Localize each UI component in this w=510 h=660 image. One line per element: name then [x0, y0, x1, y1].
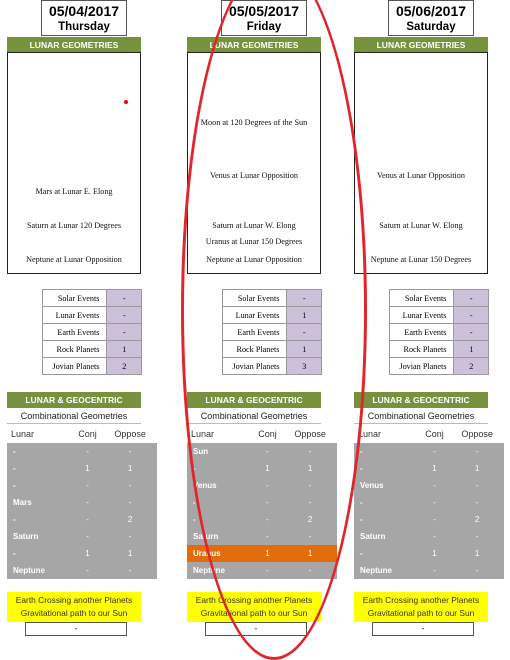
day-column: [187, 0, 337, 640]
combo-cell: 1: [283, 460, 337, 477]
count-row: [390, 290, 489, 307]
combinational-geometries-title: Combinational Geometries: [187, 408, 321, 424]
count-row: [43, 324, 142, 341]
combo-cell: 1: [450, 545, 504, 562]
combo-cell: 1: [450, 460, 504, 477]
combo-cell: -: [72, 443, 104, 460]
combo-cell: Saturn: [354, 528, 419, 545]
count-value: -: [454, 307, 489, 324]
lunar-events-box: [354, 52, 488, 274]
combo-cell: -: [450, 443, 504, 460]
lunar-event: Venus at Lunar Opposition: [376, 171, 465, 180]
combo-cell: Neptune: [354, 562, 419, 579]
count-label: Earth Events: [223, 324, 287, 341]
combo-cell: -: [7, 460, 72, 477]
count-row: [43, 290, 142, 307]
lunar-event: Saturn at Lunar W. Elong: [379, 221, 463, 230]
combinational-geometries-title: Combinational Geometries: [7, 408, 141, 424]
lunar-geometries-header: LUNAR GEOMETRIES: [354, 37, 488, 53]
count-label: Lunar Events: [223, 307, 287, 324]
count-label: Solar Events: [43, 290, 107, 307]
combo-row: [187, 443, 337, 460]
combo-cell: -: [419, 494, 451, 511]
combinational-table: [354, 424, 504, 579]
combo-column-header: Conj: [419, 424, 451, 443]
weekday-label: Thursday: [58, 21, 110, 33]
combo-cell: -: [283, 443, 337, 460]
combo-cell: -: [187, 511, 252, 528]
combo-cell: Venus: [187, 477, 252, 494]
combo-row: [354, 443, 504, 460]
weekday-label: Friday: [246, 21, 282, 33]
combo-cell: 1: [283, 545, 337, 562]
combo-cell: 1: [72, 545, 104, 562]
count-row: [43, 341, 142, 358]
combo-column-header: Conj: [252, 424, 284, 443]
count-value: 1: [454, 341, 489, 358]
combo-cell: -: [252, 443, 284, 460]
combo-cell: Sun: [187, 443, 252, 460]
count-value: 1: [107, 341, 142, 358]
combo-cell: 1: [419, 460, 451, 477]
combo-cell: 2: [283, 511, 337, 528]
day-column: [354, 0, 504, 640]
date-label: 05/05/2017: [228, 3, 300, 19]
date-header: [41, 0, 127, 36]
combo-cell: -: [72, 511, 104, 528]
count-row: [223, 324, 322, 341]
banner-line-2: Gravitational path to our Sun: [367, 608, 475, 618]
combo-cell: -: [450, 494, 504, 511]
combo-row: [7, 443, 157, 460]
combo-cell: Neptune: [7, 562, 72, 579]
combo-cell: -: [7, 511, 72, 528]
combo-cell: 1: [72, 460, 104, 477]
earth-crossing-banner: [7, 592, 141, 622]
combo-row: [7, 545, 157, 562]
count-label: Lunar Events: [390, 307, 454, 324]
combo-cell: 1: [103, 545, 157, 562]
combo-cell: Saturn: [187, 528, 252, 545]
combo-row: [187, 494, 337, 511]
count-row: [390, 358, 489, 375]
event-counts-table: [42, 289, 142, 375]
lunar-geometries-header: LUNAR GEOMETRIES: [7, 37, 141, 53]
combo-row: [187, 528, 337, 545]
combo-cell: -: [7, 477, 72, 494]
combo-cell: -: [354, 460, 419, 477]
count-row: [390, 324, 489, 341]
lunar-geocentric-header: LUNAR & GEOCENTRIC: [7, 392, 141, 408]
combo-cell: -: [419, 443, 451, 460]
lunar-events-box: [187, 52, 321, 274]
combo-cell: -: [103, 562, 157, 579]
lunar-event: Uranus at Lunar 150 Degrees: [205, 237, 303, 246]
combo-cell: -: [252, 477, 284, 494]
combo-cell: -: [419, 477, 451, 494]
count-label: Rock Planets: [390, 341, 454, 358]
combo-cell: -: [450, 528, 504, 545]
lunar-geocentric-header: LUNAR & GEOCENTRIC: [354, 392, 488, 408]
event-counts-table: [389, 289, 489, 375]
count-label: Jovian Planets: [43, 358, 107, 375]
combo-row: [354, 477, 504, 494]
count-value: 3: [287, 358, 322, 375]
date-label: 05/06/2017: [395, 3, 467, 19]
combo-row: [354, 528, 504, 545]
combo-cell: 1: [419, 545, 451, 562]
combo-cell: -: [252, 562, 284, 579]
banner-line-1: Earth Crossing another Planets: [362, 595, 480, 605]
count-row: [223, 290, 322, 307]
combo-cell: -: [283, 528, 337, 545]
combo-cell: -: [7, 545, 72, 562]
combo-row: [7, 477, 157, 494]
combo-row: [354, 460, 504, 477]
combo-row: [7, 494, 157, 511]
bottom-value-cell: -: [372, 622, 474, 636]
count-row: [223, 341, 322, 358]
red-dot-marker: [124, 100, 128, 104]
weekday-label: Saturday: [406, 21, 456, 33]
count-value: 2: [454, 358, 489, 375]
count-value: 1: [287, 307, 322, 324]
combo-cell: -: [419, 528, 451, 545]
combo-cell: -: [72, 528, 104, 545]
combo-row: [354, 562, 504, 579]
combo-row: [354, 511, 504, 528]
count-label: Solar Events: [223, 290, 287, 307]
lunar-events-box: [7, 52, 141, 274]
combo-row: [187, 545, 337, 562]
count-value: -: [454, 290, 489, 307]
combo-cell: -: [103, 443, 157, 460]
lunar-geocentric-header: LUNAR & GEOCENTRIC: [187, 392, 321, 408]
combo-row: [7, 562, 157, 579]
combo-cell: -: [252, 511, 284, 528]
lunar-event: Mars at Lunar E. Elong: [35, 187, 113, 196]
combo-column-header: Oppose: [450, 424, 504, 443]
combo-cell: -: [450, 562, 504, 579]
combo-column-header: Lunar: [7, 424, 72, 443]
combo-cell: -: [283, 494, 337, 511]
combo-cell: 2: [103, 511, 157, 528]
count-label: Earth Events: [390, 324, 454, 341]
count-label: Rock Planets: [223, 341, 287, 358]
combo-cell: 2: [450, 511, 504, 528]
combo-cell: Venus: [354, 477, 419, 494]
combo-cell: -: [354, 545, 419, 562]
count-label: Earth Events: [43, 324, 107, 341]
count-label: Solar Events: [390, 290, 454, 307]
banner-line-1: Earth Crossing another Planets: [195, 595, 313, 605]
combo-column-header: Oppose: [283, 424, 337, 443]
combo-cell: -: [354, 511, 419, 528]
combo-row: [7, 511, 157, 528]
date-header: [388, 0, 474, 36]
combo-column-header: Lunar: [187, 424, 252, 443]
combo-cell: -: [283, 477, 337, 494]
count-label: Jovian Planets: [223, 358, 287, 375]
combo-row: [187, 511, 337, 528]
combo-row: [187, 460, 337, 477]
count-value: -: [107, 290, 142, 307]
combo-row: [187, 562, 337, 579]
banner-line-2: Gravitational path to our Sun: [200, 608, 308, 618]
combo-cell: Neptune: [187, 562, 252, 579]
count-row: [390, 307, 489, 324]
combinational-geometries-title: Combinational Geometries: [354, 408, 488, 424]
day-column: [7, 0, 157, 640]
combo-cell: Uranus: [187, 545, 252, 562]
combo-cell: Mars: [7, 494, 72, 511]
combo-cell: -: [419, 511, 451, 528]
count-value: -: [107, 307, 142, 324]
count-label: Jovian Planets: [390, 358, 454, 375]
lunar-geometries-header: LUNAR GEOMETRIES: [187, 37, 321, 53]
combo-cell: -: [354, 443, 419, 460]
combo-column-header: Oppose: [103, 424, 157, 443]
count-row: [390, 341, 489, 358]
count-row: [223, 307, 322, 324]
combo-row: [7, 528, 157, 545]
bottom-value-cell: -: [25, 622, 127, 636]
combo-cell: -: [103, 477, 157, 494]
lunar-event: Saturn at Lunar W. Elong: [212, 221, 296, 230]
earth-crossing-banner: [354, 592, 488, 622]
combo-cell: -: [419, 562, 451, 579]
date-label: 05/04/2017: [48, 3, 120, 19]
count-value: -: [107, 324, 142, 341]
count-label: Lunar Events: [43, 307, 107, 324]
combo-column-header: Conj: [72, 424, 104, 443]
earth-crossing-banner: [187, 592, 321, 622]
combo-cell: 1: [252, 545, 284, 562]
count-value: -: [454, 324, 489, 341]
count-row: [223, 358, 322, 375]
combo-cell: -: [252, 494, 284, 511]
event-counts-table: [222, 289, 322, 375]
combo-cell: -: [72, 494, 104, 511]
count-value: -: [287, 324, 322, 341]
lunar-event: Neptune at Lunar Opposition: [206, 255, 302, 264]
combo-cell: -: [7, 443, 72, 460]
combo-cell: 1: [252, 460, 284, 477]
combinational-table: [187, 424, 337, 579]
count-row: [43, 307, 142, 324]
combo-cell: -: [187, 494, 252, 511]
combinational-table: [7, 424, 157, 579]
combo-cell: 1: [103, 460, 157, 477]
bottom-value-cell: -: [205, 622, 307, 636]
lunar-event: Saturn at Lunar 120 Degrees: [26, 221, 122, 230]
combo-cell: Saturn: [7, 528, 72, 545]
combo-cell: -: [450, 477, 504, 494]
count-label: Rock Planets: [43, 341, 107, 358]
lunar-event: Moon at 120 Degrees of the Sun: [200, 118, 308, 127]
banner-line-2: Gravitational path to our Sun: [20, 608, 128, 618]
banner-line-1: Earth Crossing another Planets: [15, 595, 133, 605]
combo-cell: -: [252, 528, 284, 545]
combo-cell: -: [72, 562, 104, 579]
combo-row: [7, 460, 157, 477]
combo-cell: -: [354, 494, 419, 511]
combo-cell: -: [103, 494, 157, 511]
count-row: [43, 358, 142, 375]
combo-cell: -: [103, 528, 157, 545]
combo-row: [354, 494, 504, 511]
combo-cell: -: [187, 460, 252, 477]
count-value: 1: [287, 341, 322, 358]
lunar-event: Neptune at Lunar Opposition: [26, 255, 122, 264]
combo-cell: -: [283, 562, 337, 579]
lunar-event: Neptune at Lunar 150 Degrees: [370, 255, 472, 264]
combo-cell: -: [72, 477, 104, 494]
lunar-event: Venus at Lunar Opposition: [209, 171, 298, 180]
count-value: -: [287, 290, 322, 307]
combo-column-header: Lunar: [354, 424, 419, 443]
date-header: [221, 0, 307, 36]
count-value: 2: [107, 358, 142, 375]
combo-row: [187, 477, 337, 494]
combo-row: [354, 545, 504, 562]
